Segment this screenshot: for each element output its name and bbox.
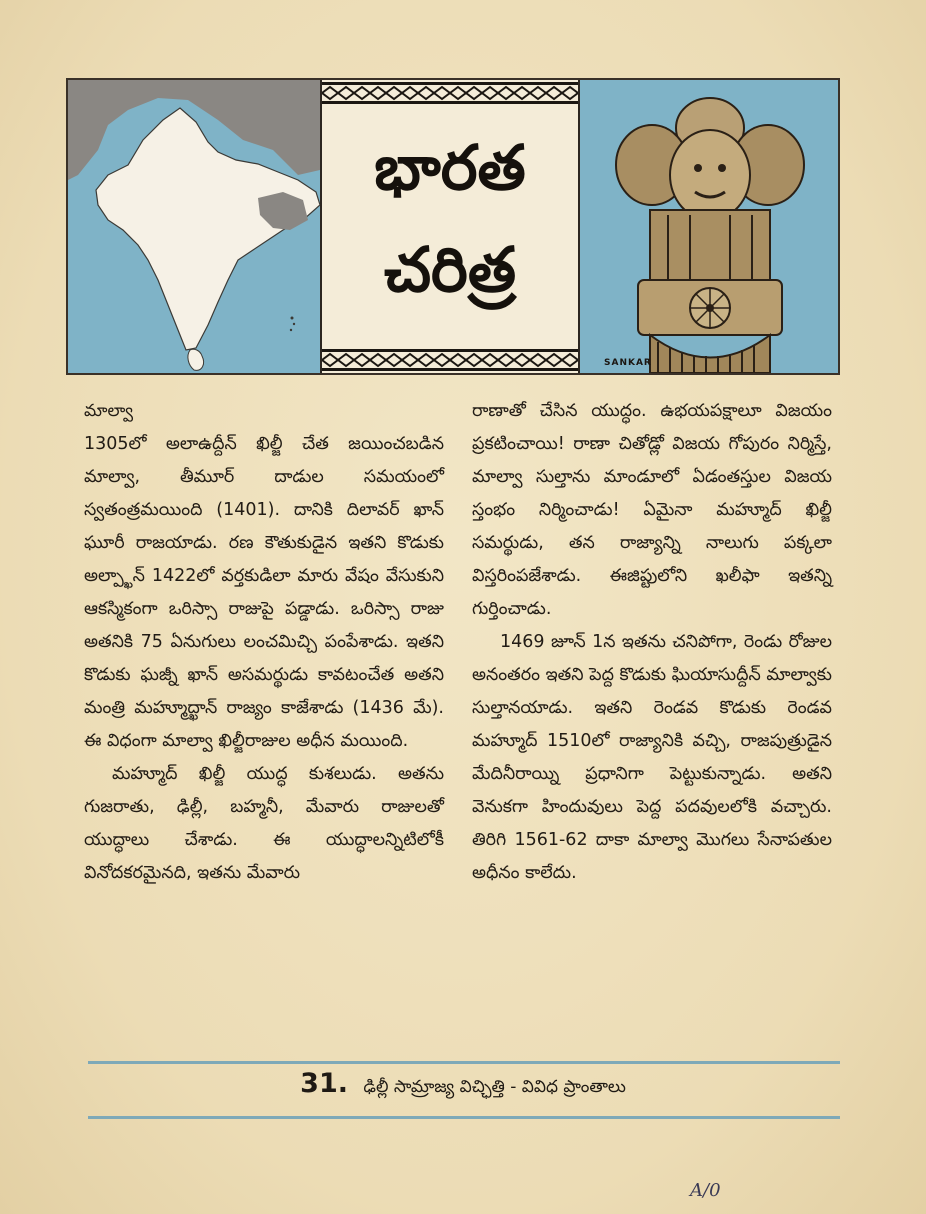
- paragraph: 1469 జూన్ 1న ఇతను చనిపోగా, రెండు రోజుల అనంతరం ఇతని పెద్ద కొడుకు ఘియాసుద్దీన్ మాల్వాకు సుల్తానయాడు. ఇతని రెండవ కొడుకు రెండవ మహ్మూద్ 1510లో రాజ్యానికి వచ్చి, రాజపుత్రుడైన మేదినీరాయ్ని ప్రధానిగా పెట్టుకున్నాడు. అతని వెనుకగా హిందువులు పెద్ద పదవులలోకి వచ్చారు. తిరిగి 1561-62 దాకా మాల్వా మొగలు సేనాపతుల అధీనం కాలేదు.: [472, 632, 832, 883]
- decorative-border-top: [322, 80, 578, 106]
- chapter-name: ఢిల్లీ సామ్రాజ్య విచ్ఛిత్తి - వివిధ ప్రాంతాలు: [363, 1077, 626, 1097]
- title-line-2: చరిత్ర: [383, 233, 517, 306]
- artist-signature: SANKAR: [604, 358, 652, 368]
- national-emblem: [580, 80, 838, 373]
- handwritten-note: A/0: [690, 1180, 721, 1201]
- paragraph: రాణాతో చేసిన యుద్ధం. ఉభయపక్షాలూ విజయం ప్రకటించాయి! రాణా చితోడ్లో విజయ గోపురం నిర్మిస్తే, మాల్వా సుల్తాను మాండూలో ఏడంతస్తుల విజయ స్తంభం నిర్మించాడు! ఏమైనా మహ్మూద్ ఖిల్జీ సమర్థుడు, తన రాజ్యాన్ని నాలుగు పక్కలా విస్తరింపజేశాడు. ఈజిప్టులోని ఖలీఫా ఇతన్ని గుర్తించాడు.: [472, 401, 832, 619]
- decorative-border-bottom: [322, 347, 578, 373]
- left-column: [84, 395, 444, 890]
- title-line-1: భారత: [374, 131, 526, 204]
- divider-top: [88, 1061, 840, 1064]
- paragraph: 1305లో అలాఉద్దీన్ ఖిల్జీ చేత జయించబడిన మాల్వా, తీమూర్ దాడుల సమయంలో స్వతంత్రమయింది (1401). దానికి దిలావర్ ఖాన్ ఘూరీ రాజయాడు. రణ కౌతుకుడైన ఇతని కొడుకు అల్ప్ఖాన్ 1422లో వర్తకుడిలా మారు వేషం వేసుకుని ఆకస్మికంగా ఒరిస్సా రాజుపై పడ్డాడు. ఒరిస్సా రాజు అతనికి 75 ఏనుగులు లంచమిచ్చి పంపేశాడు. ఇతని కొడుకు ఘజ్నీ ఖాన్ అసమర్థుడు కావటంచేత అతని మంత్రి మహ్మూద్ఖాన్ రాజ్యం కాజేశాడు (1436 మే). ఈ విధంగా మాల్వా ఖిల్జీరాజుల అధీన మయింది.: [84, 434, 444, 751]
- lion-capital-icon: [580, 80, 838, 373]
- paragraph: మహ్మూద్ ఖిల్జీ యుద్ధ కుశలుడు. అతను గుజరాతు, ఢిల్లీ, బహ్మనీ, మేవారు రాజులతో యుద్ధాలు చేశాడు. ఈ యుద్ధాలన్నిటిలోకీ వినోదకరమైనది, ఇతను మేవారు: [84, 764, 444, 883]
- india-map: [68, 80, 320, 373]
- chapter-number: 31.: [300, 1068, 348, 1099]
- divider-bottom: [88, 1116, 840, 1119]
- chapter-title: [0, 1068, 926, 1101]
- title-panel: [320, 80, 580, 373]
- india-map-illustration: [68, 80, 320, 373]
- right-column: [472, 395, 832, 890]
- title-banner: [66, 78, 840, 375]
- section-heading: మాల్వా: [84, 401, 134, 421]
